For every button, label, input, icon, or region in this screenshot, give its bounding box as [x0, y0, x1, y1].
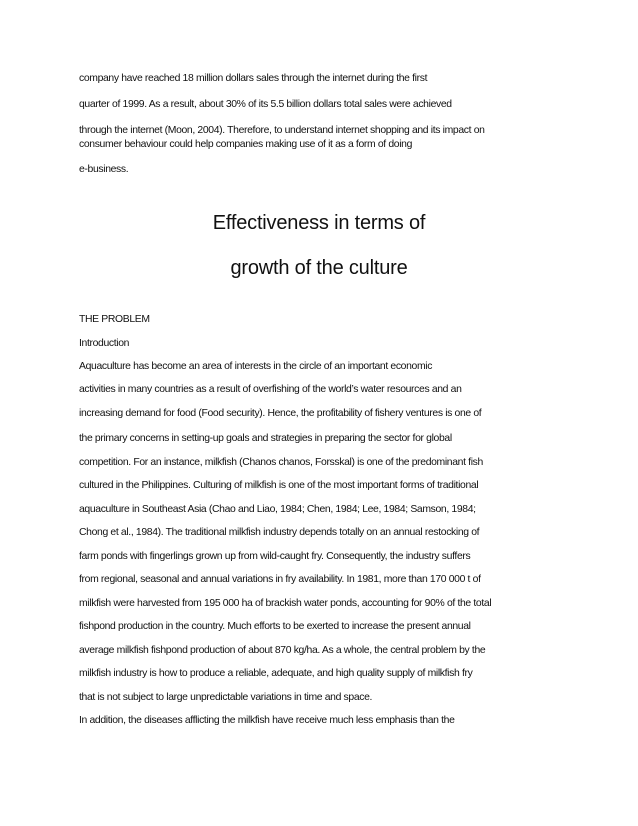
- intro-line-5: e-business.: [79, 164, 129, 175]
- body-line-10: from regional, seasonal and annual variations in fry availability. In 1981, more than 170 000 t of: [79, 574, 481, 585]
- body-line-13: average milkfish fishpond production of about 870 kg/ha. As a whole, the central problem by the: [79, 645, 486, 656]
- subsection-label: Introduction: [79, 338, 130, 349]
- body-line-4: the primary concerns in setting-up goals and strategies in preparing the sector for global: [79, 433, 452, 444]
- section-heading-line-1: Effectiveness in terms of: [212, 212, 426, 234]
- section-label: THE PROBLEM: [79, 314, 150, 325]
- intro-line-1: company have reached 18 million dollars sales through the internet during the first: [79, 73, 428, 84]
- body-line-9: farm ponds with fingerlings grown up from wild-caught fry. Consequently, the industry suffers: [79, 551, 471, 562]
- body-line-3: increasing demand for food (Food security). Hence, the profitability of fishery ventures is one of: [79, 408, 482, 419]
- body-line-5: competition. For an instance, milkfish (Chanos chanos, Forsskal) is one of the predominant fish: [79, 457, 483, 468]
- body-line-14: milkfish industry is how to produce a reliable, adequate, and high quality supply of milkfish fry: [79, 668, 473, 679]
- body-line-7: aquaculture in Southeast Asia (Chao and Liao, 1984; Chen, 1984; Lee, 1984; Samson, 1984;: [79, 504, 476, 515]
- body-line-16: In addition, the diseases afflicting the milkfish have receive much less emphasis than the: [79, 715, 455, 726]
- intro-line-2: quarter of 1999. As a result, about 30% of its 5.5 billion dollars total sales were achieved: [79, 99, 452, 110]
- section-heading-line-2: growth of the culture: [230, 257, 408, 279]
- body-line-8: Chong et al., 1984). The traditional milkfish industry depends totally on an annual restocking of: [79, 527, 480, 538]
- body-line-15: that is not subject to large unpredictable variations in time and space.: [79, 692, 373, 703]
- body-line-6: cultured in the Philippines. Culturing of milkfish is one of the most important forms of traditional: [79, 480, 479, 491]
- body-line-1: Aquaculture has become an area of interests in the circle of an important economic: [79, 361, 433, 372]
- intro-line-4: consumer behaviour could help companies making use of it as a form of doing: [79, 139, 413, 150]
- intro-line-3: through the internet (Moon, 2004). Therefore, to understand internet shopping and its impact on: [79, 125, 485, 136]
- body-line-11: milkfish were harvested from 195 000 ha of brackish water ponds, accounting for 90% of the total: [79, 598, 492, 609]
- body-line-2: activities in many countries as a result of overfishing of the world’s water resources and an: [79, 384, 462, 395]
- body-line-12: fishpond production in the country. Much efforts to be exerted to increase the present annual: [79, 621, 471, 632]
